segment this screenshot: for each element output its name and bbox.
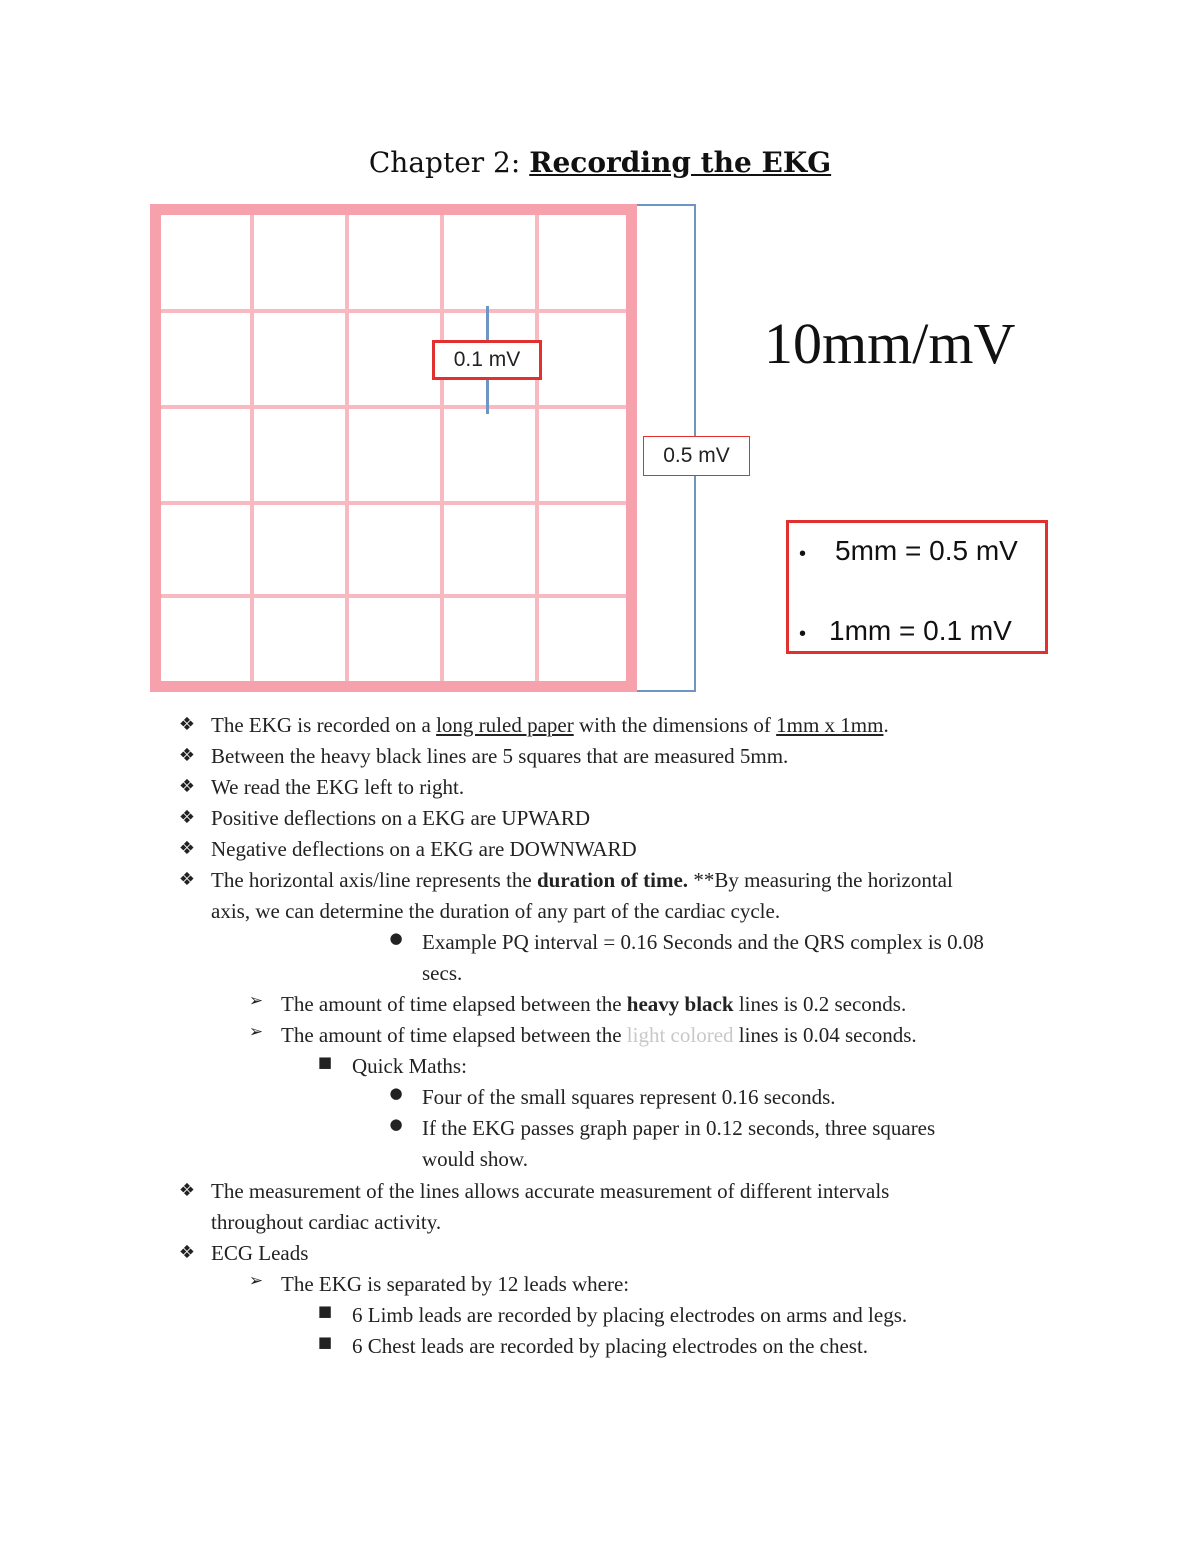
list-item: 6 Chest leads are recorded by placing electrodes on the chest.	[352, 1334, 869, 1358]
arrow-bullet-icon: ➢	[248, 1271, 264, 1291]
arrow-bullet-icon: ➢	[248, 991, 264, 1011]
list-item: The amount of time elapsed between the heavy black lines is 0.2 seconds.	[281, 992, 907, 1016]
square-bullet-icon: ■	[317, 1302, 333, 1320]
list-item-continuation: throughout cardiac activity.	[211, 1210, 442, 1234]
list-item: We read the EKG left to right.	[211, 775, 465, 799]
list-item: 6 Limb leads are recorded by placing electrodes on arms and legs.	[352, 1303, 908, 1327]
bullet-dot-icon: •	[799, 543, 807, 565]
ekg-grid-figure	[150, 204, 637, 692]
list-item-continuation: axis, we can determine the duration of any part of the cardiac cycle.	[211, 899, 781, 923]
list-item: Example PQ interval = 0.16 Seconds and the QRS complex is 0.08	[422, 930, 984, 954]
diamond-bullet-icon: ❖	[178, 807, 196, 828]
list-item: If the EKG passes graph paper in 0.12 seconds, three squares	[422, 1116, 936, 1140]
square-bullet-icon: ■	[317, 1053, 333, 1071]
list-item-continuation: would show.	[422, 1147, 528, 1171]
diamond-bullet-icon: ❖	[178, 776, 196, 797]
list-item: Four of the small squares represent 0.16 seconds.	[422, 1085, 836, 1109]
diamond-bullet-icon: ❖	[178, 838, 196, 859]
scale-legend	[786, 520, 1048, 654]
title-main: Recording the EKG	[529, 146, 832, 179]
gain-ratio: 10mm/mV	[764, 311, 1016, 376]
diamond-bullet-icon: ❖	[178, 1242, 196, 1263]
list-item: The EKG is separated by 12 leads where:	[281, 1272, 630, 1296]
diamond-bullet-icon: ❖	[178, 1180, 196, 1201]
list-item: The amount of time elapsed between the light colored lines is 0.04 seconds.	[281, 1023, 917, 1047]
large-square-label: 0.5 mV	[643, 436, 750, 476]
arrow-bullet-icon: ➢	[248, 1022, 264, 1042]
bullet-dot-icon: •	[799, 623, 807, 645]
scale-item: • 5mm = 0.5 mV	[799, 535, 1018, 566]
list-item: The EKG is recorded on a long ruled paper with the dimensions of 1mm x 1mm.	[211, 713, 889, 737]
dot-bullet-icon: ●	[389, 1084, 403, 1102]
list-item: The horizontal axis/line represents the duration of time. **By measuring the horizontal	[211, 868, 953, 892]
square-bullet-icon: ■	[317, 1333, 333, 1351]
list-item-continuation: secs.	[422, 961, 463, 985]
list-item: ECG Leads	[211, 1241, 309, 1265]
list-item: The measurement of the lines allows accurate measurement of different intervals	[211, 1179, 890, 1203]
grid-frame	[150, 204, 637, 692]
dot-bullet-icon: ●	[389, 1115, 403, 1133]
diamond-bullet-icon: ❖	[178, 869, 196, 890]
dot-bullet-icon: ●	[389, 929, 403, 947]
list-item: Between the heavy black lines are 5 squares that are measured 5mm.	[211, 744, 789, 768]
list-item: Negative deflections on a EKG are DOWNWARD	[211, 837, 637, 861]
diamond-bullet-icon: ❖	[178, 714, 196, 735]
list-item: Positive deflections on a EKG are UPWARD	[211, 806, 591, 830]
small-square-label: 0.1 mV	[432, 340, 542, 380]
scale-item: • 1mm = 0.1 mV	[799, 615, 1012, 646]
page-title	[0, 146, 1200, 179]
diamond-bullet-icon: ❖	[178, 745, 196, 766]
title-prefix: Chapter 2:	[368, 146, 521, 179]
list-item: Quick Maths:	[352, 1054, 467, 1078]
